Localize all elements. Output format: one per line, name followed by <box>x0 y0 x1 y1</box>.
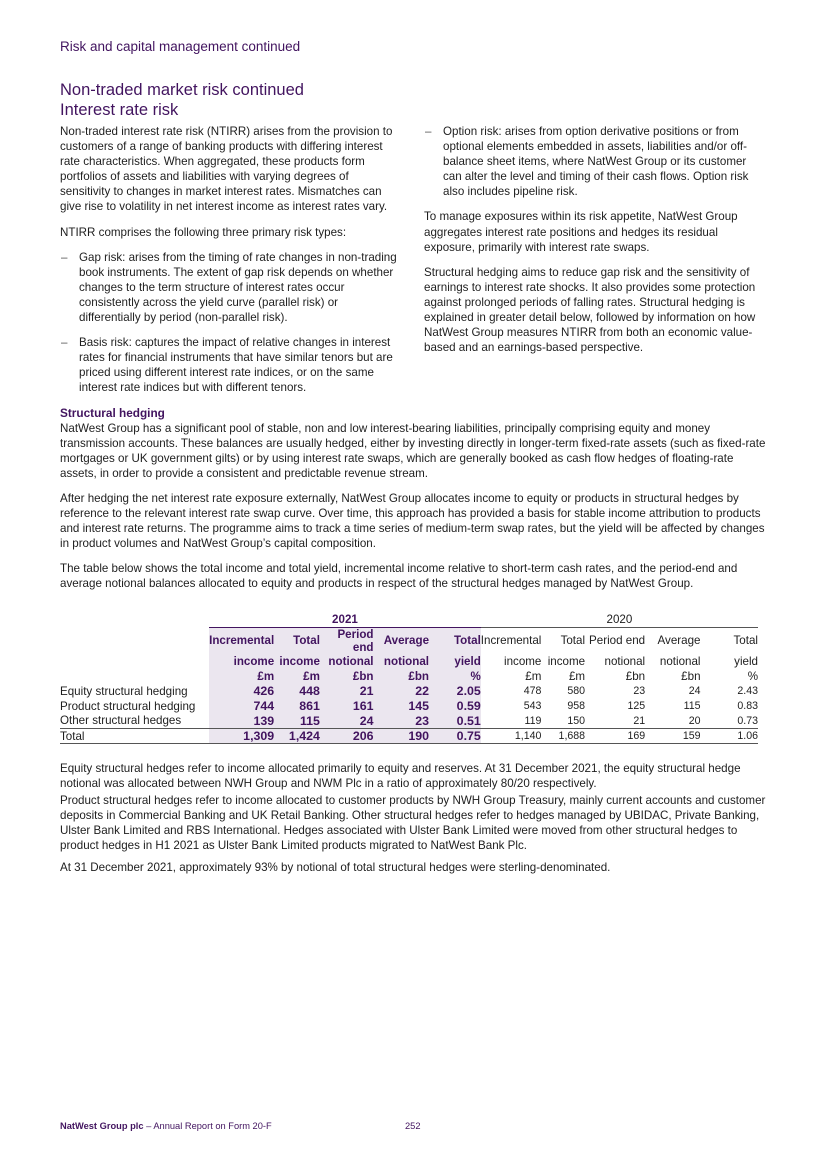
bullet-basis-risk <box>60 335 400 395</box>
bullet-option-risk <box>424 124 766 199</box>
dash-bullet-icon: – <box>61 336 68 350</box>
col-header: Average <box>374 627 430 654</box>
cell-2020: 119 <box>524 714 542 727</box>
unit-header: £bn <box>681 669 701 683</box>
col-header: Period end <box>320 627 374 654</box>
cell-2020: 0.73 <box>737 714 758 727</box>
col-header: notional <box>659 654 701 668</box>
ntirr-types-paragraph: NTIRR comprises the following three primary risk types: <box>60 225 347 239</box>
col-header: income <box>274 654 320 669</box>
cell-2021: 21 <box>320 684 374 699</box>
year-2021-header: 2021 <box>209 612 481 627</box>
col-header: Period end <box>589 634 646 647</box>
cell-2020: 478 <box>523 685 542 697</box>
cell-2020: 159 <box>645 729 700 744</box>
equity-hedges-paragraph: Equity structural hedges refer to income allocated primarily to equity and reserves. At 31 December 2021, the equity structural hedge notional was allocated between NWH Group and NWM Plc in a ratio of approximately 80/20 respectively. <box>60 762 741 791</box>
cell-2021: 861 <box>274 699 320 714</box>
table-row-total <box>60 729 758 744</box>
col-header: yield <box>734 654 758 668</box>
cell-2021: 145 <box>374 699 430 714</box>
dash-bullet-icon: – <box>61 250 68 264</box>
col-header: income <box>547 654 586 668</box>
col-header: Total <box>733 634 758 647</box>
table-year-row <box>60 612 758 627</box>
cell-2020: 580 <box>567 685 586 697</box>
structural-hedging-paragraph-2: After hedging the net interest rate exposure externally, NatWest Group allocates income to equity or products in structural hedges by reference to the relevant interest rate swap curve. Over time, this approach has provided a basis for stable income attribution to products and interest rate returns. The programme aims to track a time series of medium-term swap rates, but the yield will be affected by changes in product volumes and NatWest Group’s capital composition. <box>60 492 765 551</box>
structural-hedging-intro-paragraph: Structural hedging aims to reduce gap risk and the sensitivity of earnings to interest rate shocks. It also provides some protection against prolonged periods of falling rates. Structural hedging is explained in greater detail below, followed by information on how NatWest Group measures NTIRR from both an economic value-based and an earnings-based perspective. <box>424 265 756 355</box>
cell-2021: 24 <box>320 714 374 729</box>
unit-header: £bn <box>625 669 646 683</box>
bullet-gap-risk <box>60 250 400 325</box>
col-header: Total <box>274 627 320 654</box>
product-hedges-paragraph: Product structural hedges refer to income allocated to customer products by NWH Group Treasury, mainly current accounts and customer deposits in Commercial Banking and UK Retail Banking. Other structural hedges refer to hedges managed by UBIDAC, Private Banking, Ulster Bank Limited and RBS International. Hedges associated with Ulster Bank Limited were moved from other structural hedges to product hedges in H1 2021 as Ulster Bank Limited products migrated to NatWest Bank Plc. <box>60 794 766 853</box>
cell-2020: 23 <box>633 685 646 697</box>
table-header-row-1 <box>60 627 758 654</box>
cell-2021: 426 <box>209 684 274 699</box>
row-label: Total <box>60 729 209 744</box>
unit-header: £m <box>274 669 320 684</box>
structural-hedging-heading: Structural hedging <box>60 406 165 420</box>
cell-2020: 24 <box>688 685 701 697</box>
cell-2021: 448 <box>274 684 320 699</box>
section-header: Risk and capital management continued <box>60 39 301 54</box>
cell-2020: 1,688 <box>541 729 585 744</box>
col-header: yield <box>429 654 481 669</box>
table-header-row-2 <box>60 654 758 669</box>
left-column <box>60 124 400 406</box>
unit-header: £bn <box>374 669 430 684</box>
dash-bullet-icon: – <box>425 125 432 138</box>
bullet-basis-risk-text: Basis risk: captures the impact of relative changes in interest rates for financial instruments that have similar tenors but are priced using different interest rate indices, or on the same interest rate indices but with different tenors. <box>79 336 393 395</box>
col-header: Total <box>429 627 481 654</box>
structural-hedges-table <box>60 612 758 744</box>
cell-2021: 115 <box>274 714 320 729</box>
bullet-option-risk-text: Option risk: arises from option derivative positions or from optional elements embedded in assets, liabilities and/or off-balance sheet items, where NatWest Group or its customer can alter the level and timing of their cash flows. Option risk also includes pipeline risk. <box>443 125 749 199</box>
table-row-other <box>60 714 758 729</box>
cell-2020: 1.06 <box>701 729 758 744</box>
cell-2021: 206 <box>320 729 374 744</box>
row-label: Product structural hedging <box>60 699 196 713</box>
cell-2021: 0.59 <box>429 699 481 714</box>
cell-2020: 150 <box>567 714 586 727</box>
structural-hedging-paragraph-1: NatWest Group has a significant pool of stable, non and low interest-bearing liabilities, principally comprising equity and money transmission accounts. These balances are usually hedged, either by investing directly in longer-term fixed-rate assets (such as fixed-rate mortgages or UK government gilts) or by using interest rate swaps, which are generally booked as cash flow hedges of floating-rate assets, in order to provide a consistent and predictable revenue stream. <box>60 422 766 481</box>
cell-2020: 1,140 <box>481 729 542 744</box>
cell-2020: 21 <box>633 714 646 727</box>
risk-appetite-paragraph: To manage exposures within its risk appetite, NatWest Group aggregates interest rate positions and hedges its residual exposure, primarily with interest rate swaps. <box>424 210 738 254</box>
cell-2020: 2.43 <box>737 685 758 697</box>
col-header: Average <box>657 634 701 647</box>
col-header: notional <box>320 654 374 669</box>
cell-2020: 169 <box>585 729 645 744</box>
right-column <box>424 124 766 365</box>
col-header: Incremental <box>480 634 542 647</box>
cell-2021: 190 <box>374 729 430 744</box>
unit-header: % <box>429 669 481 684</box>
col-header: Total <box>560 634 586 647</box>
unit-header: £m <box>209 669 274 684</box>
unit-header: £bn <box>320 669 374 684</box>
cell-2021: 2.05 <box>429 684 481 699</box>
footer-company: NatWest Group plc <box>60 1121 144 1131</box>
cell-2021: 0.75 <box>429 729 481 744</box>
table-row-product <box>60 699 758 714</box>
row-label: Other structural hedges <box>60 714 182 728</box>
footer-report: – Annual Report on Form 20-F <box>143 1121 272 1131</box>
heading-interest-rate-risk: Interest rate risk <box>60 101 179 119</box>
cell-2020: 20 <box>688 714 701 727</box>
unit-header: £m <box>568 669 586 683</box>
ntirr-intro-paragraph: Non-traded interest rate risk (NTIRR) arises from the provision to customers of a range of banking products with differing interest rate characteristics. When aggregated, these products form portfolios of assets and liabilities with varying degrees of sensitivity to changes in market interest rates. Mismatches can give rise to volatility in net interest income as interest rates vary. <box>60 125 393 214</box>
bullet-gap-risk-text: Gap risk: arises from the timing of rate changes in non-trading book instruments. The extent of gap risk depends on whether changes to the term structure of interest rates occur consistently across the yield curve (parallel risk) or differentially by period (non-parallel risk). <box>79 250 397 325</box>
footer <box>60 1121 272 1131</box>
year-2020-header: 2020 <box>481 612 758 627</box>
cell-2021: 23 <box>374 714 430 729</box>
cell-2021: 22 <box>374 684 430 699</box>
cell-2021: 139 <box>209 714 274 729</box>
table-row-equity <box>60 684 758 699</box>
cell-2021: 1,309 <box>209 729 274 744</box>
cell-2020: 543 <box>523 700 542 712</box>
unit-header: % <box>747 669 758 683</box>
cell-2020: 958 <box>567 700 586 712</box>
heading-non-traded-market-risk: Non-traded market risk continued <box>60 81 304 99</box>
cell-2021: 0.51 <box>429 714 481 729</box>
cell-2020: 0.83 <box>737 700 758 712</box>
page-number: 252 <box>405 1121 421 1131</box>
structural-hedging-paragraph-3: The table below shows the total income and total yield, incremental income relative to short-term cash rates, and the period-end and average notional balances allocated to equity and products in respect of the structural hedges managed by NatWest Group. <box>60 562 738 591</box>
cell-2021: 744 <box>209 699 274 714</box>
table-units-row <box>60 669 758 684</box>
col-header: notional <box>604 654 646 668</box>
col-header: Incremental <box>209 627 274 654</box>
col-header: income <box>209 654 274 669</box>
sterling-paragraph: At 31 December 2021, approximately 93% by notional of total structural hedges were sterling-denominated. <box>60 861 611 874</box>
cell-2021: 1,424 <box>274 729 320 744</box>
cell-2021: 161 <box>320 699 374 714</box>
unit-header: £m <box>525 669 542 683</box>
cell-2020: 115 <box>683 700 701 712</box>
col-header: income <box>504 654 542 668</box>
col-header: notional <box>374 654 430 669</box>
cell-2020: 125 <box>627 700 646 712</box>
row-label: Equity structural hedging <box>60 684 188 698</box>
